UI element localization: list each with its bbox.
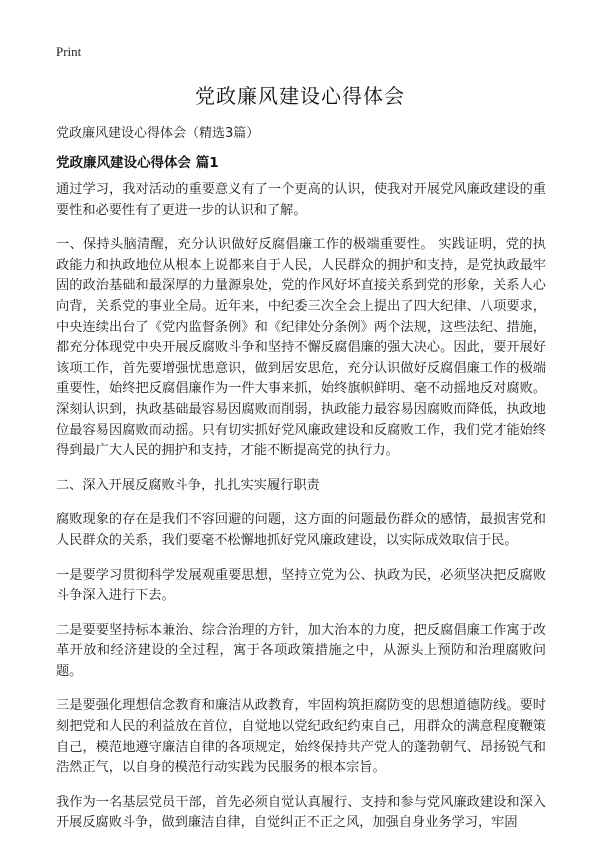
section-heading: 党政廉风建设心得体会 篇1 bbox=[56, 155, 219, 171]
paragraph-second-measure: 二是要要坚持标本兼治、综合治理的方针，加大治本的力度，把反腐倡廉工作寓于改革开放和经济建设的全过程，寓于各项政策措施之中，从源头上预防和治理腐败问题。 bbox=[56, 622, 546, 679]
print-label: Print bbox=[56, 44, 82, 59]
paragraph-point-two-heading: 二、深入开展反腐败斗争，扎扎实实履行职责 bbox=[56, 477, 320, 493]
paragraph-first-measure: 一是要学习贯彻科学发展观重要思想，坚持立党为公、执政为民，必须坚决把反腐败斗争深入进行下去。 bbox=[56, 567, 546, 604]
document-subtitle: 党政廉风建设心得体会（精选3篇） bbox=[56, 126, 260, 141]
article-body bbox=[56, 180, 546, 848]
paragraph-point-one: 一、保持头脑清醒，充分认识做好反腐倡廉工作的极端重要性。 实践证明，党的执政能力和执政地位从根本上说都来自于人民，人民群众的拥护和支持，是党执政最牢固的政治基础和最深厚的力量源泉处，党的作风好坏直接关系到党的形象，关系人心向背，关系党的事业全局。近年来，中纪委三次全会上提出了四大纪律、八项要求，中央连续出台了《党内监督条例》和《纪律处分条例》两个法规，这些法纪、措施，都充分体现党中央开展反腐败斗争和坚持不懈反腐倡廉的强大决心。因此，要开展好该项工作，首先要增强忧患意识，做到居安思危，充分认识做好反腐倡廉工作的极端重要性，始终把反腐倡廉作为一件大事来抓，始终旗帜鲜明、毫不动摇地反对腐败。深刻认识到，执政基础最容易因腐败而削弱，执政能力最容易因腐败而降低，执政地位最容易因腐败而动摇。只有切实抓好党风廉政建设和反腐败工作，我们党才能始终得到最广大人民的拥护和支持，才能不断提高党的执行力。 bbox=[56, 237, 546, 459]
page-title: 党政廉风建设心得体会 bbox=[195, 84, 405, 108]
paragraph-intro: 通过学习，我对活动的重要意义有了一个更高的认识，使我对开展党风廉政建设的重要性和必要性有了更进一步的认识和了解。 bbox=[56, 182, 546, 218]
paragraph-personal: 我作为一名基层党员干部，首先必须自觉认真履行、支持和参与党风廉政建设和深入开展反腐败斗争，做到廉洁自律，自觉纠正不正之风，加强自身业务学习，牢固 bbox=[56, 794, 546, 831]
paragraph-corruption: 腐败现象的存在是我们不容回避的问题，这方面的问题最伤群众的感情，最损害党和人民群众的关系，我们要毫不松懈地抓好党风廉政建设，以实际成效取信于民。 bbox=[56, 512, 546, 548]
paragraph-third-measure: 三是要强化理想信念教育和廉洁从政教育，牢固构筑拒腐防变的思想道德防线。要时刻把党和人民的利益放在首位，自觉地以党纪政纪约束自己，用群众的满意程度鞭策自己，模范地遵守廉洁自律的各项规定，始终保持共产党人的蓬勃朝气、昂扬锐气和浩然正气，以自身的模范行动实践为民服务的根本宗旨。 bbox=[56, 698, 546, 776]
